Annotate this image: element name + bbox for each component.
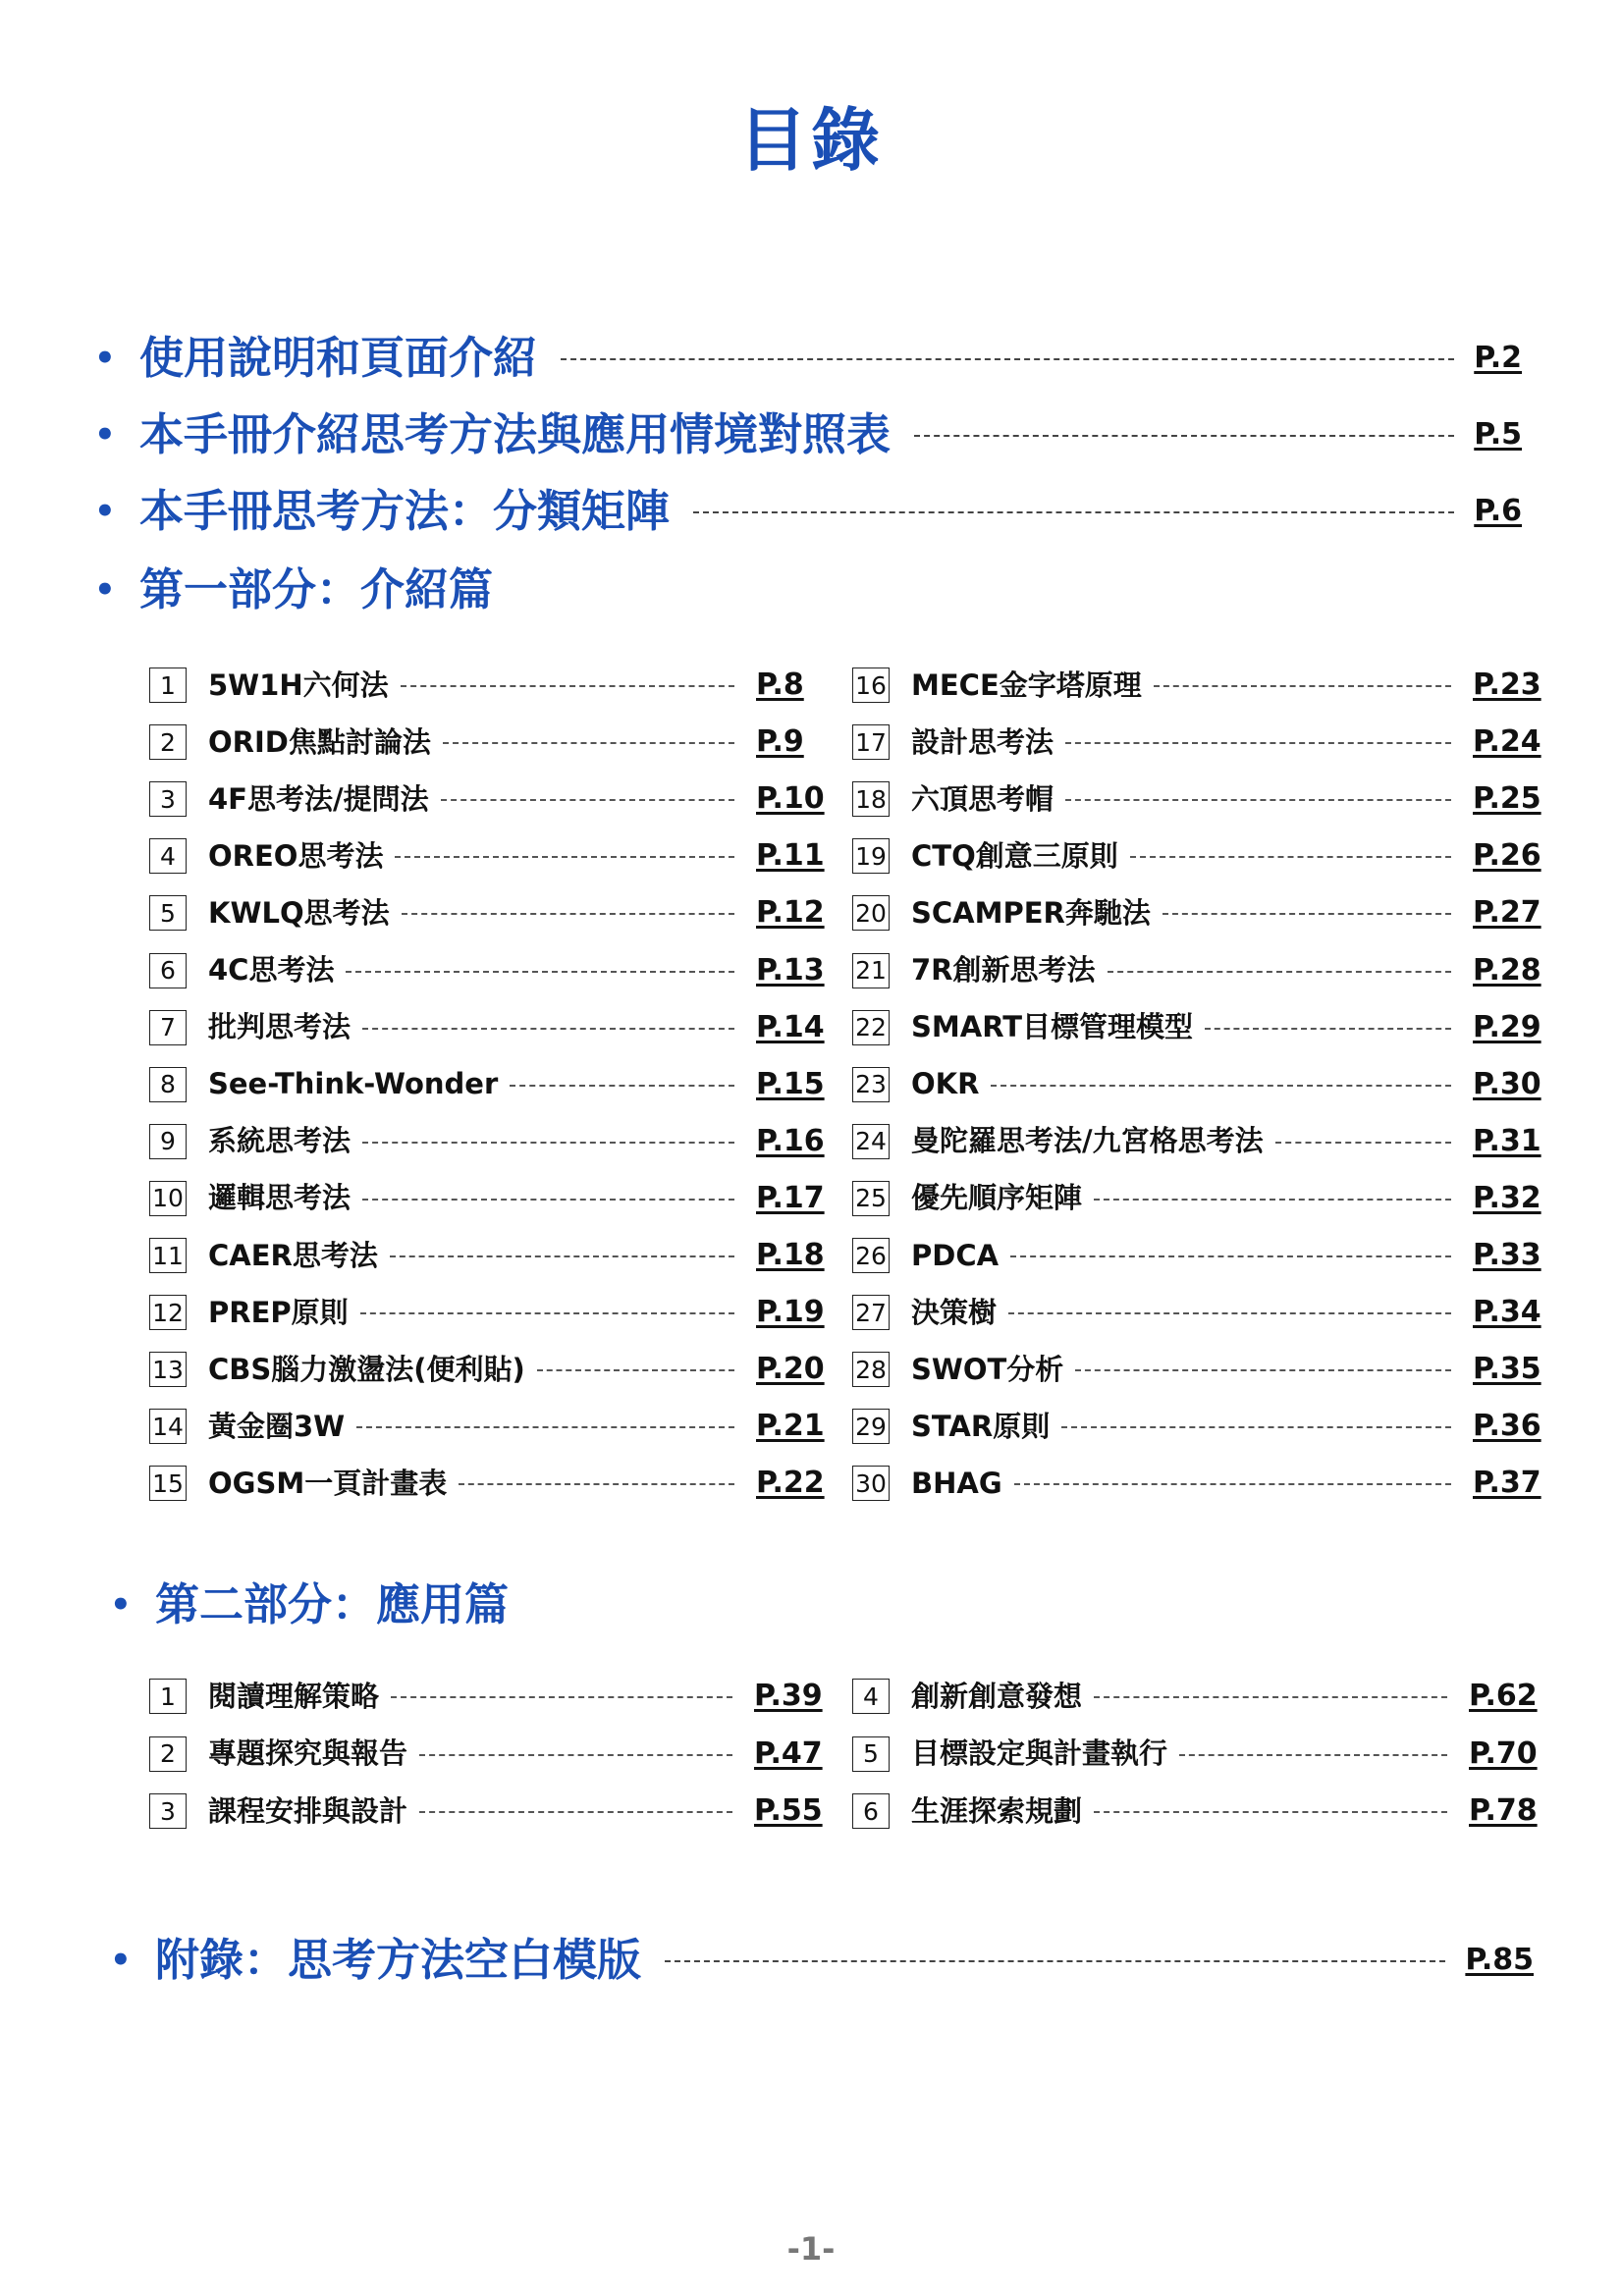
- toc-item[interactable]: [149, 836, 827, 876]
- item-label: 閱讀理解策略: [208, 1679, 380, 1713]
- leader-dots: [346, 961, 734, 981]
- leader-dots: [362, 1018, 734, 1038]
- item-page-link[interactable]: P.47: [754, 1735, 823, 1771]
- item-page-link[interactable]: P.29: [1473, 1009, 1541, 1044]
- item-label: 專題探究與報告: [208, 1736, 408, 1770]
- leader-dots: [356, 1416, 734, 1436]
- item-page-link[interactable]: P.20: [756, 1352, 825, 1387]
- toc-item[interactable]: [149, 951, 827, 990]
- item-label: OREO思考法: [208, 838, 384, 873]
- leader-dots: [991, 1075, 1451, 1095]
- item-page-link[interactable]: P.10: [756, 781, 825, 817]
- toc-item[interactable]: [149, 1735, 825, 1774]
- toc-item[interactable]: [852, 1350, 1543, 1389]
- item-number-box: 2: [149, 724, 187, 760]
- item-number-box: 6: [852, 1793, 890, 1829]
- item-page-link[interactable]: P.14: [756, 1009, 825, 1044]
- item-label: 決策樹: [911, 1295, 998, 1329]
- leader-dots: [510, 1075, 734, 1095]
- toc-item[interactable]: [852, 1293, 1543, 1332]
- leader-dots: [1014, 1473, 1451, 1493]
- toc-item[interactable]: [149, 1293, 827, 1332]
- section-label: 本手冊介紹思考方法與應用情境對照表: [139, 408, 892, 460]
- item-label: CTQ創意三原則: [911, 838, 1118, 873]
- item-page-link[interactable]: P.9: [756, 724, 804, 760]
- toc-item[interactable]: [852, 836, 1543, 876]
- toc-item[interactable]: [852, 1407, 1543, 1446]
- item-number-box: 21: [852, 953, 890, 988]
- toc-item[interactable]: [852, 779, 1543, 819]
- item-page-link[interactable]: P.8: [756, 667, 804, 702]
- item-label: ORID焦點討論法: [208, 724, 431, 759]
- page-number: -1-: [786, 2230, 836, 2268]
- item-page-link[interactable]: P.55: [754, 1793, 823, 1828]
- item-number-box: 7: [149, 1010, 187, 1045]
- toc-item[interactable]: [852, 951, 1543, 990]
- item-label: 4F思考法/提問法: [208, 781, 429, 816]
- item-number-box: 10: [149, 1181, 187, 1216]
- bullet-icon: •: [94, 491, 116, 531]
- item-page-link[interactable]: P.78: [1469, 1793, 1538, 1828]
- item-label: 批判思考法: [208, 1010, 351, 1044]
- item-label: STAR原則: [911, 1409, 1051, 1443]
- item-page-link[interactable]: P.27: [1473, 895, 1541, 931]
- toc-section-classification-matrix[interactable]: [94, 485, 1522, 537]
- item-page-link[interactable]: P.11: [756, 838, 825, 874]
- toc-item[interactable]: [852, 1791, 1540, 1831]
- item-label: 課程安排與設計: [208, 1793, 408, 1828]
- toc-item[interactable]: [852, 1122, 1543, 1161]
- item-page-link[interactable]: P.62: [1469, 1679, 1538, 1713]
- leader-dots: [693, 502, 1454, 521]
- leader-dots: [1061, 1416, 1451, 1436]
- leader-dots: [537, 1360, 734, 1379]
- item-number-box: 3: [149, 781, 187, 817]
- section-label: 附錄：思考方法空白模版: [155, 1934, 642, 1986]
- item-number-box: 11: [149, 1238, 187, 1273]
- item-number-box: 13: [149, 1352, 187, 1387]
- item-label: 六頂思考帽: [911, 781, 1054, 816]
- item-page-link[interactable]: P.23: [1473, 667, 1541, 702]
- section-page-link[interactable]: P.5: [1474, 416, 1522, 452]
- item-page-link[interactable]: P.35: [1473, 1352, 1541, 1387]
- item-page-link[interactable]: P.19: [756, 1295, 825, 1330]
- leader-dots: [459, 1473, 734, 1493]
- toc-item[interactable]: [852, 1236, 1543, 1275]
- toc-item[interactable]: [149, 779, 827, 819]
- item-label: OGSM一頁計畫表: [208, 1466, 448, 1500]
- item-label: KWLQ思考法: [208, 895, 390, 930]
- part1-heading: [94, 563, 494, 615]
- item-label: 黃金圈3W: [208, 1409, 346, 1443]
- item-number-box: 17: [852, 724, 890, 760]
- item-number-box: 29: [852, 1409, 890, 1444]
- item-number-box: 9: [149, 1124, 187, 1159]
- leader-dots: [391, 1686, 732, 1706]
- item-label: 7R創新思考法: [911, 953, 1096, 987]
- item-label: 系統思考法: [208, 1124, 351, 1158]
- item-page-link[interactable]: P.15: [756, 1066, 825, 1101]
- leader-dots: [395, 846, 734, 866]
- section-page-link[interactable]: P.2: [1474, 340, 1522, 375]
- leader-dots: [1179, 1744, 1447, 1764]
- leader-dots: [1010, 1246, 1451, 1265]
- item-number-box: 8: [149, 1067, 187, 1102]
- toc-item[interactable]: [149, 1065, 827, 1104]
- leader-dots: [1094, 1686, 1447, 1706]
- toc-item[interactable]: [149, 1677, 825, 1716]
- item-number-box: 15: [149, 1466, 187, 1501]
- item-label: 生涯探索規劃: [911, 1793, 1083, 1828]
- item-number-box: 22: [852, 1010, 890, 1045]
- item-page-link[interactable]: P.30: [1473, 1066, 1541, 1101]
- leader-dots: [1130, 846, 1451, 866]
- item-number-box: 25: [852, 1181, 890, 1216]
- toc-item[interactable]: [149, 893, 827, 933]
- item-label: OKR: [911, 1067, 980, 1101]
- leader-dots: [1008, 1303, 1451, 1322]
- item-label: 設計思考法: [911, 724, 1054, 759]
- leader-dots: [390, 1246, 734, 1265]
- bullet-icon: •: [110, 1584, 132, 1625]
- item-number-box: 26: [852, 1238, 890, 1273]
- item-label: CBS腦力激盪法(便利貼): [208, 1352, 525, 1386]
- item-number-box: 1: [149, 1679, 187, 1714]
- item-number-box: 4: [852, 1679, 890, 1714]
- toc-item[interactable]: [852, 1464, 1543, 1503]
- leader-dots: [561, 348, 1454, 368]
- toc-item[interactable]: [852, 1677, 1540, 1716]
- leader-dots: [419, 1744, 732, 1764]
- item-number-box: 19: [852, 838, 890, 874]
- leader-dots: [441, 789, 734, 809]
- item-label: MECE金字塔原理: [911, 667, 1142, 702]
- bullet-icon: •: [94, 414, 116, 454]
- item-label: 4C思考法: [208, 953, 335, 987]
- item-number-box: 3: [149, 1793, 187, 1829]
- item-page-link[interactable]: P.22: [756, 1466, 825, 1501]
- section-label: 第一部分：介紹篇: [139, 563, 494, 615]
- item-label: 優先順序矩陣: [911, 1181, 1083, 1215]
- item-number-box: 30: [852, 1466, 890, 1501]
- item-number-box: 18: [852, 781, 890, 817]
- leader-dots: [1275, 1132, 1451, 1151]
- item-page-link[interactable]: P.31: [1473, 1123, 1541, 1158]
- item-page-link[interactable]: P.24: [1473, 724, 1541, 760]
- section-label: 第二部分：應用篇: [155, 1578, 510, 1630]
- item-label: CAER思考法: [208, 1238, 378, 1272]
- toc-item[interactable]: [852, 1735, 1540, 1774]
- item-number-box: 5: [149, 895, 187, 931]
- item-number-box: 16: [852, 667, 890, 703]
- toc-item[interactable]: [149, 1179, 827, 1218]
- item-number-box: 5: [852, 1736, 890, 1772]
- item-page-link[interactable]: P.26: [1473, 838, 1541, 874]
- toc-item[interactable]: [852, 722, 1543, 762]
- item-number-box: 2: [149, 1736, 187, 1772]
- item-page-link[interactable]: P.12: [756, 895, 825, 931]
- leader-dots: [1205, 1018, 1451, 1038]
- toc-item[interactable]: [149, 1464, 827, 1503]
- leader-dots: [402, 903, 734, 923]
- item-page-link[interactable]: P.16: [756, 1123, 825, 1158]
- bullet-icon: •: [94, 569, 116, 610]
- item-page-link[interactable]: P.17: [756, 1180, 825, 1215]
- item-label: 目標設定與計畫執行: [911, 1736, 1168, 1770]
- item-page-link[interactable]: P.34: [1473, 1295, 1541, 1330]
- item-number-box: 27: [852, 1295, 890, 1330]
- toc-item[interactable]: [852, 1008, 1543, 1047]
- toc-item[interactable]: [149, 1008, 827, 1047]
- item-label: 創新創意發想: [911, 1679, 1083, 1713]
- toc-item[interactable]: [852, 1065, 1543, 1104]
- item-number-box: 14: [149, 1409, 187, 1444]
- bullet-icon: •: [94, 338, 116, 378]
- item-page-link[interactable]: P.21: [756, 1409, 825, 1444]
- toc-item[interactable]: [149, 1791, 825, 1831]
- item-number-box: 12: [149, 1295, 187, 1330]
- section-page-link[interactable]: P.6: [1474, 493, 1522, 528]
- leader-dots: [1075, 1360, 1451, 1379]
- toc-item[interactable]: [149, 1236, 827, 1275]
- leader-dots: [1162, 903, 1451, 923]
- item-page-link[interactable]: P.39: [754, 1679, 823, 1713]
- item-page-link[interactable]: P.32: [1473, 1180, 1541, 1215]
- leader-dots: [360, 1303, 734, 1322]
- item-label: 邏輯思考法: [208, 1181, 351, 1215]
- item-number-box: 6: [149, 953, 187, 988]
- leader-dots: [1065, 789, 1451, 809]
- leader-dots: [1154, 675, 1451, 695]
- bullet-icon: •: [110, 1940, 132, 1980]
- item-label: See-Think-Wonder: [208, 1067, 499, 1101]
- toc-section-appendix[interactable]: [110, 1934, 1534, 1986]
- toc-section-instructions[interactable]: [94, 332, 1522, 384]
- section-label: 使用說明和頁面介紹: [139, 332, 538, 384]
- item-page-link[interactable]: P.28: [1473, 952, 1541, 988]
- leader-dots: [419, 1801, 732, 1821]
- leader-dots: [401, 675, 734, 695]
- leader-dots: [1108, 961, 1451, 981]
- toc-item[interactable]: [852, 666, 1543, 705]
- leader-dots: [1094, 1801, 1447, 1821]
- item-label: PREP原則: [208, 1295, 349, 1329]
- toc-item[interactable]: [149, 666, 827, 705]
- item-page-link[interactable]: P.70: [1469, 1735, 1538, 1771]
- item-label: SWOT分析: [911, 1352, 1064, 1386]
- leader-dots: [914, 425, 1454, 445]
- item-label: SMART目標管理模型: [911, 1010, 1193, 1044]
- leader-dots: [1094, 1189, 1451, 1208]
- leader-dots: [665, 1950, 1445, 1970]
- item-page-link[interactable]: P.33: [1473, 1238, 1541, 1272]
- section-page-link[interactable]: P.85: [1465, 1942, 1534, 1977]
- item-page-link[interactable]: P.13: [756, 952, 825, 988]
- item-number-box: 28: [852, 1352, 890, 1387]
- toc-item[interactable]: [149, 1407, 827, 1446]
- page-title: 目錄: [738, 100, 884, 181]
- part2-heading: [110, 1578, 510, 1630]
- section-label: 本手冊思考方法：分類矩陣: [139, 485, 671, 537]
- item-page-link[interactable]: P.18: [756, 1238, 825, 1272]
- toc-section-comparison-table[interactable]: [94, 408, 1522, 460]
- leader-dots: [1065, 732, 1451, 752]
- item-number-box: 24: [852, 1124, 890, 1159]
- toc-item[interactable]: [852, 1179, 1543, 1218]
- leader-dots: [443, 732, 734, 752]
- item-label: 曼陀羅思考法/九宮格思考法: [911, 1124, 1264, 1158]
- item-page-link[interactable]: P.36: [1473, 1409, 1541, 1444]
- item-number-box: 4: [149, 838, 187, 874]
- toc-item[interactable]: [852, 893, 1543, 933]
- leader-dots: [362, 1132, 734, 1151]
- item-label: BHAG: [911, 1466, 1002, 1500]
- item-number-box: 1: [149, 667, 187, 703]
- toc-item[interactable]: [149, 722, 827, 762]
- leader-dots: [362, 1189, 734, 1208]
- item-number-box: 23: [852, 1067, 890, 1102]
- toc-item[interactable]: [149, 1122, 827, 1161]
- item-number-box: 20: [852, 895, 890, 931]
- item-label: 5W1H六何法: [208, 667, 389, 702]
- item-label: PDCA: [911, 1238, 1000, 1272]
- toc-item[interactable]: [149, 1350, 827, 1389]
- item-page-link[interactable]: P.37: [1473, 1466, 1541, 1501]
- item-page-link[interactable]: P.25: [1473, 781, 1541, 817]
- item-label: SCAMPER奔馳法: [911, 895, 1151, 930]
